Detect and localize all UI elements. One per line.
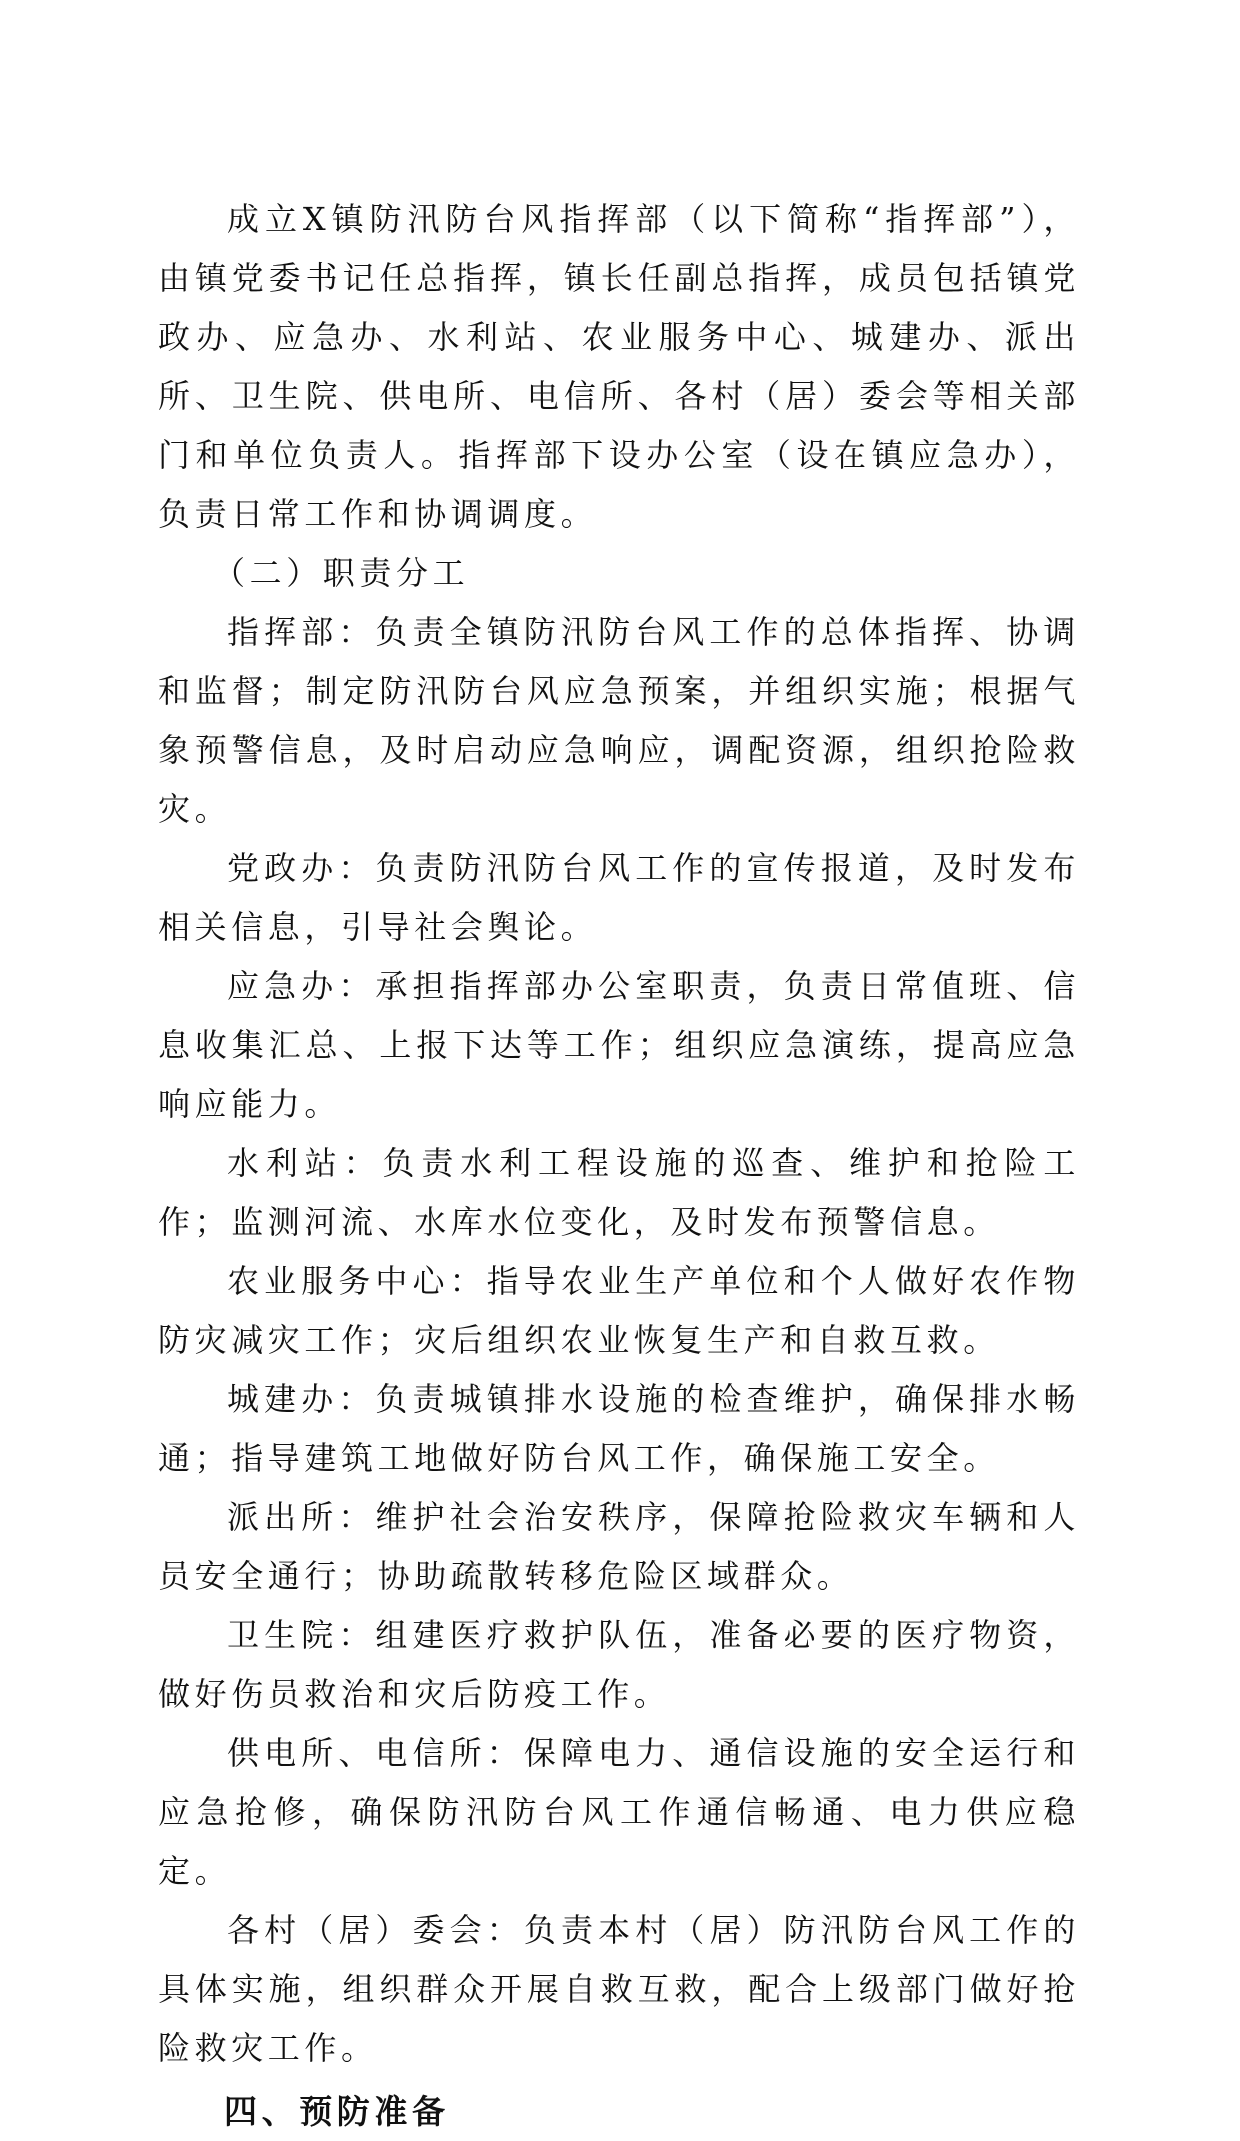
duty-paragraph-water-station: 水利站：负责水利工程设施的巡查、维护和抢险工作；监测河流、水库水位变化，及时发布预警信息。 <box>158 1144 1080 1241</box>
duty-paragraph-agriculture-center: 农业服务中心：指导农业生产单位和个人做好农作物防灾减灾工作；灾后组织农业恢复生产和自救互救。 <box>158 1262 1080 1359</box>
section-two-title: （二）职责分工 <box>213 554 470 592</box>
duty-paragraph-power-telecom: 供电所、电信所：保障电力、通信设施的安全运行和应急抢修，确保防汛防台风工作通信畅通、电力供应稳定。 <box>158 1734 1080 1890</box>
section-four-title: 四、预防准备 <box>224 2092 450 2131</box>
intro-paragraph: 成立X镇防汛防台风指挥部（以下简称“指挥部”），由镇党委书记任总指挥，镇长任副总指挥，成员包括镇党政办、应急办、水利站、农业服务中心、城建办、派出所、卫生院、供电所、电信所、各村（居）委会等相关部门和单位负责人。指挥部下设办公室（设在镇应急办），负责日常工作和协调调度。 <box>158 200 1080 533</box>
duty-paragraph-party-office: 党政办：负责防汛防台风工作的宣传报道，及时发布相关信息，引导社会舆论。 <box>158 849 1080 946</box>
duty-paragraph-police-station: 派出所：维护社会治安秩序，保障抢险救灾车辆和人员安全通行；协助疏散转移危险区域群众。 <box>158 1498 1080 1595</box>
duty-paragraph-village-committees: 各村（居）委会：负责本村（居）防汛防台风工作的具体实施，组织群众开展自救互救，配合上级部门做好抢险救灾工作。 <box>158 1911 1080 2067</box>
duty-paragraph-command: 指挥部：负责全镇防汛防台风工作的总体指挥、协调和监督；制定防汛防台风应急预案，并组织实施；根据气象预警信息，及时启动应急响应，调配资源，组织抢险救灾。 <box>158 613 1080 828</box>
duty-paragraph-health-center: 卫生院：组建医疗救护队伍，准备必要的医疗物资，做好伤员救治和灾后防疫工作。 <box>158 1616 1080 1713</box>
document-page <box>158 190 1080 2141</box>
duty-paragraph-emergency-office: 应急办：承担指挥部办公室职责，负责日常值班、信息收集汇总、上报下达等工作；组织应急演练，提高应急响应能力。 <box>158 967 1080 1123</box>
duty-paragraph-construction-office: 城建办：负责城镇排水设施的检查维护，确保排水畅通；指导建筑工地做好防台风工作，确保施工安全。 <box>158 1380 1080 1477</box>
